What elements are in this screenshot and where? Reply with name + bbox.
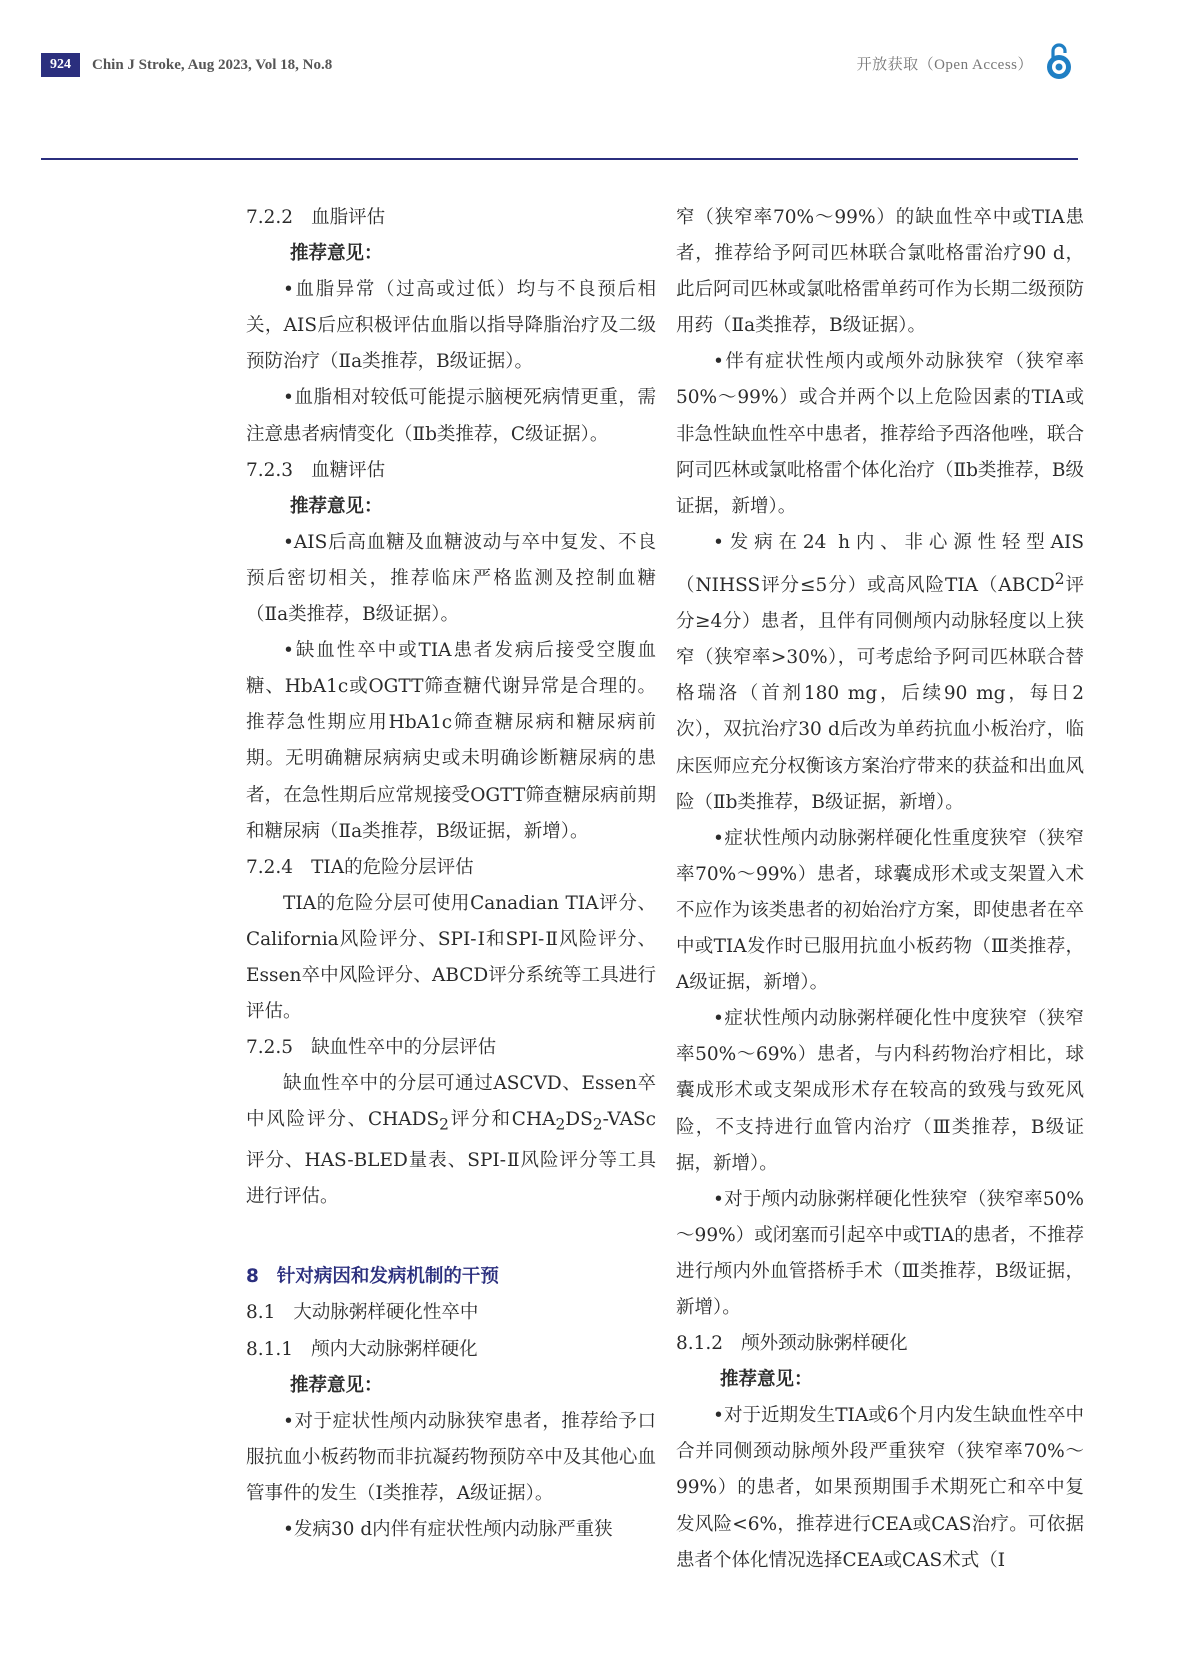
paragraph: •AIS后高血糖及血糖波动与卒中复发、不良预后密切相关，推荐临床严格监测及控制血糖（Ⅱa类推荐，B级证据）。 [246, 531, 656, 626]
header-rule [41, 158, 1078, 160]
page-header [0, 0, 1199, 160]
paragraph: 缺血性卒中的分层可通过ASCVD、Essen卒中风险评分、$CHADS_2$评分和$CHA_2DS_2$-VASc评分、HAS-BLED量表、SPI-Ⅱ风险评分等工具进行评估。 [246, 1073, 656, 1208]
open-access-lock-icon[interactable] [1045, 41, 1073, 81]
paragraph: •缺血性卒中或TIA患者发病后接受空腹血糖、HbA1c或OGTT筛查糖代谢异常是合理的。推荐急性期应用HbA1c筛查糖尿病和糖尿病前期。无明确糖尿病病史或未明确诊断糖尿病的患者，在急性期后应常规接受OGTT筛查糖尿病前期和糖尿病（Ⅱa类推荐，B级证据，新增）。 [246, 640, 656, 842]
paragraph: •对于颅内动脉粥样硬化性狭窄（狭窄率50%～99%）或闭塞而引起卒中或TIA的患者，不推荐进行颅内外血管搭桥手术（Ⅲ类推荐，B级证据，新增）。 [676, 1188, 1084, 1318]
page-number: 924 [41, 53, 80, 77]
left-column [246, 200, 656, 1548]
open-access-label[interactable]: 开放获取（Open Access） [856, 57, 1033, 73]
section-heading-8-1-1: 8.1.1 颅内大动脉粥样硬化 [246, 1338, 478, 1360]
recommendation-label: 推荐意见： [290, 1374, 383, 1396]
paragraph: •症状性颅内动脉粥样硬化性重度狭窄（狭窄率70%～99%）患者，球囊成形术或支架置入术不应作为该类患者的初始治疗方案，即使患者在卒中或TIA发作时已服用抗血小板药物（Ⅲ类推荐，A级证据，新增）。 [676, 827, 1084, 994]
paragraph: •对于症状性颅内动脉狭窄患者，推荐给予口服抗血小板药物而非抗凝药物预防卒中及其他心血管事件的发生（Ⅰ类推荐，A级证据）。 [246, 1410, 656, 1504]
section-heading-7-2-2: 7.2.2 血脂评估 [246, 207, 386, 228]
recommendation-label: 推荐意见： [290, 495, 383, 517]
paragraph: •发病30 d内伴有症状性颅内动脉严重狭 [283, 1518, 613, 1540]
section-heading-8: 8 针对病因和发病机制的干预 [246, 1266, 499, 1288]
right-column [676, 200, 1084, 1579]
paragraph: •伴有症状性颅内或颅外动脉狭窄（狭窄率50%～99%）或合并两个以上危险因素的TIA或非急性缺血性卒中患者，推荐给予西洛他唑，联合阿司匹林或氯吡格雷个体化治疗（Ⅱb类推荐，B级证据，新增）。 [676, 351, 1085, 517]
section-heading-7-2-4: 7.2.4 TIA的危险分层评估 [246, 856, 474, 878]
section-heading-7-2-5: 7.2.5 缺血性卒中的分层评估 [246, 1037, 497, 1059]
paragraph: 窄（狭窄率70%～99%）的缺血性卒中或TIA患者，推荐给予阿司匹林联合氯吡格雷治疗90 d，此后阿司匹林或氯吡格雷单药可作为长期二级预防用药（Ⅱa类推荐，B级证据）。 [676, 207, 1084, 337]
paragraph: •血脂相对较低可能提示脑梗死病情更重，需注意患者病情变化（Ⅱb类推荐，C级证据）。 [246, 387, 656, 445]
journal-citation: Chin J Stroke, Aug 2023, Vol 18, No.8 [92, 57, 333, 73]
paragraph: •发病在24 h内、非心源性轻型AIS（NIHSS评分≤5分）或高风险TIA（ABCD$^2$评分≥4分）患者，且伴有同侧颅内动脉轻度以上狭窄（狭窄率>30%），可考虑给予阿司匹林联合替格瑞洛（首剂180 mg，后续90 mg，每日2次），双抗治疗30 d后改为单药抗血小板治疗，临床医师应充分权衡该方案治疗带来的获益和出血风险（Ⅱb类推荐，B级证据，新增）。 [676, 531, 1084, 813]
paragraph: TIA的危险分层可使用Canadian TIA评分、California风险评分、SPI-Ⅰ和SPI-Ⅱ风险评分、Essen卒中风险评分、ABCD评分系统等工具进行评估。 [246, 892, 656, 1023]
recommendation-label: 推荐意见： [720, 1369, 813, 1391]
section-heading-8-1-2: 8.1.2 颅外颈动脉粥样硬化 [676, 1333, 908, 1355]
paragraph: •对于近期发生TIA或6个月内发生缺血性卒中合并同侧颈动脉颅外段严重狭窄（狭窄率70%～99%）的患者，如果预期围手术期死亡和卒中复发风险<6%，推荐进行CEA或CAS治疗。可依据患者个体化情况选择CEA或CAS术式（Ⅰ [676, 1405, 1084, 1571]
recommendation-label: 推荐意见： [290, 243, 383, 265]
paragraph: •症状性颅内动脉粥样硬化性中度狭窄（狭窄率50%～69%）患者，与内科药物治疗相比，球囊成形术或支架成形术存在较高的致残与致死风险，不支持进行血管内治疗（Ⅲ类推荐，B级证据，新增）。 [676, 1008, 1084, 1174]
paragraph: •血脂异常（过高或过低）均与不良预后相关，AIS后应积极评估血脂以指导降脂治疗及二级预防治疗（Ⅱa类推荐，B级证据）。 [246, 279, 656, 373]
section-heading-7-2-3: 7.2.3 血糖评估 [246, 459, 386, 481]
section-heading-8-1: 8.1 大动脉粥样硬化性卒中 [246, 1302, 479, 1324]
